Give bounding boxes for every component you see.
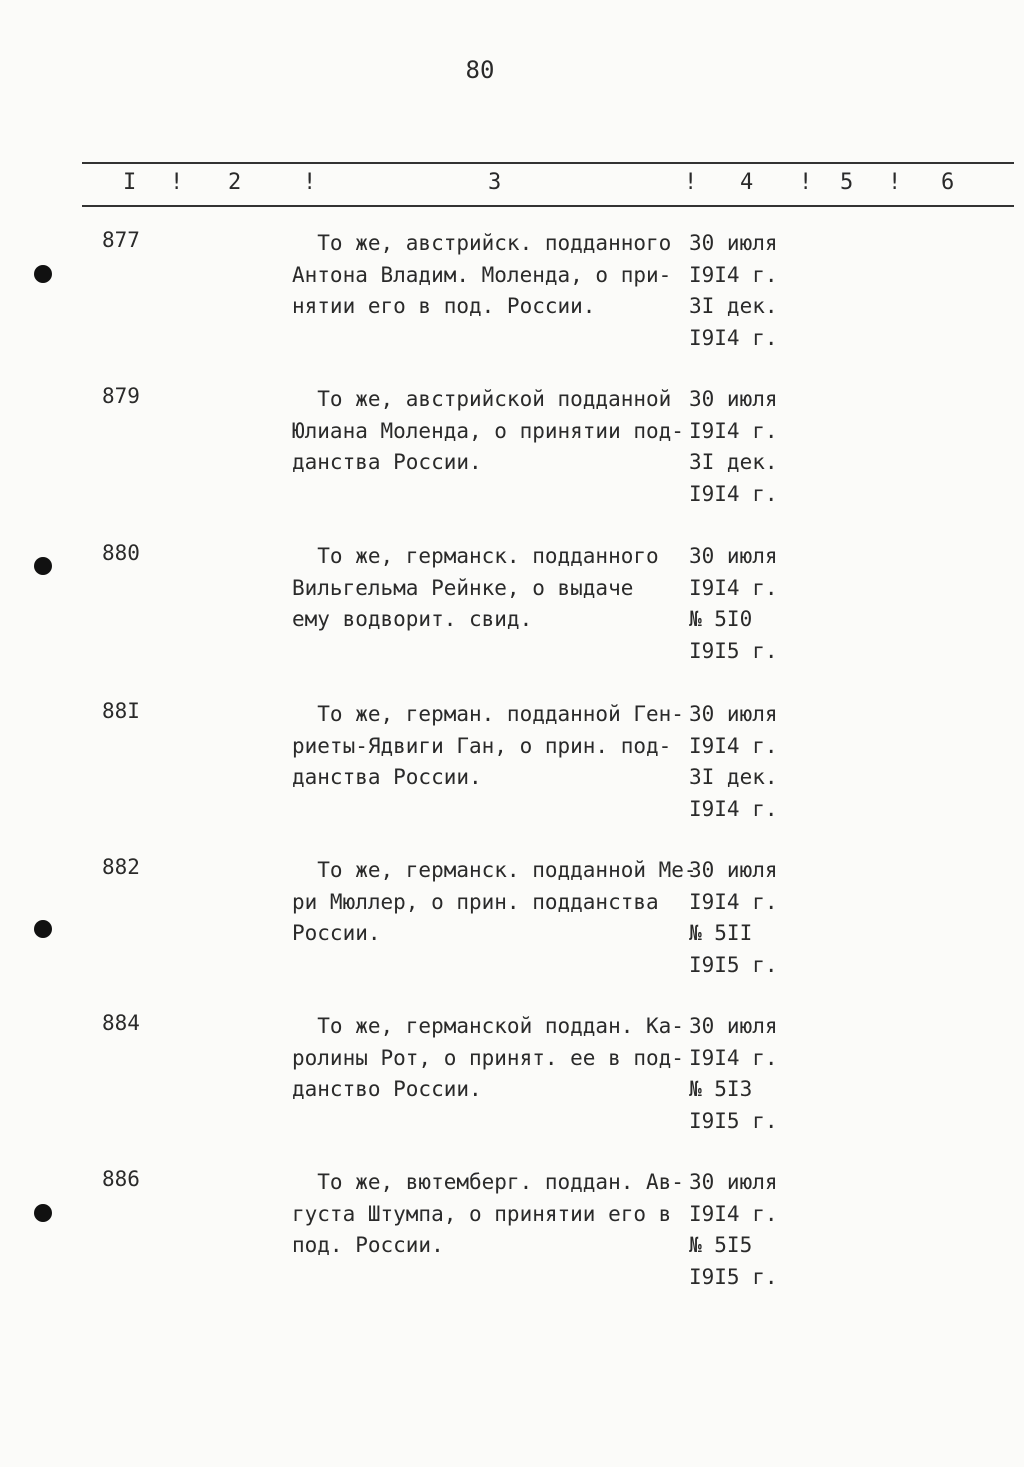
entry-dates xyxy=(689,384,809,510)
description-line: данства России. xyxy=(292,765,482,789)
date-line: 30 июля xyxy=(689,1014,778,1038)
description-line: густа Штумпа, о принятии его в xyxy=(292,1201,672,1226)
description-line: России. xyxy=(292,921,381,945)
entry-dates xyxy=(689,1011,809,1137)
punch-hole-mark xyxy=(34,1204,52,1222)
entry-dates xyxy=(689,228,809,354)
date-line: № 5I0 xyxy=(689,607,753,631)
entry-number: 877 xyxy=(102,228,140,252)
date-line: 30 июля xyxy=(689,858,778,882)
entry-dates xyxy=(689,541,809,667)
date-line: 3I дек. xyxy=(689,765,778,789)
entry-dates xyxy=(689,855,809,981)
description-line: риеты-Ядвиги Ган, о прин. под- xyxy=(292,733,672,758)
date-line: I9I5 г. xyxy=(689,952,778,977)
entry-number: 879 xyxy=(102,384,140,408)
date-line: 30 июля xyxy=(689,702,778,726)
punch-hole-mark xyxy=(34,920,52,938)
date-line: I9I4 г. xyxy=(689,418,778,443)
entry-number: 886 xyxy=(102,1167,140,1191)
punch-hole-mark xyxy=(34,557,52,575)
table-row xyxy=(0,384,1024,534)
header-separator: ! xyxy=(799,170,813,195)
header-separator: ! xyxy=(170,170,184,195)
description-line: данство России. xyxy=(292,1077,482,1101)
entry-dates xyxy=(689,699,809,825)
date-line: 3I дек. xyxy=(689,294,778,318)
header-separator: ! xyxy=(303,170,317,195)
entry-number: 88I xyxy=(102,699,140,723)
description-line: нятии его в под. России. xyxy=(292,294,596,318)
description-line: То же, австрийск. подданного xyxy=(292,231,672,255)
description-line: данства России. xyxy=(292,450,482,474)
date-line: I9I4 г. xyxy=(689,575,778,600)
entry-description xyxy=(292,1011,687,1106)
description-line: Антона Владим. Моленда, о при- xyxy=(292,262,672,287)
date-line: 30 июля xyxy=(689,387,778,411)
date-line: I9I4 г. xyxy=(689,325,778,350)
header-separator: ! xyxy=(888,170,902,195)
header-col-4: 4 xyxy=(740,170,754,195)
date-line: I9I4 г. xyxy=(689,889,778,914)
header-separator: ! xyxy=(684,170,698,195)
table-row xyxy=(0,541,1024,691)
description-line: ри Мюллер, о прин. подданства xyxy=(292,889,659,914)
description-line: То же, герман. подданной Ген- xyxy=(292,702,684,726)
date-line: I9I4 г. xyxy=(689,262,778,287)
entry-number: 882 xyxy=(102,855,140,879)
date-line: № 5I5 xyxy=(689,1233,753,1257)
date-line: I9I5 г. xyxy=(689,1108,778,1133)
header-col-6: 6 xyxy=(941,170,955,195)
date-line: № 5I3 xyxy=(689,1077,753,1101)
table-header xyxy=(0,170,1024,198)
date-line: I9I5 г. xyxy=(689,638,778,663)
date-line: I9I4 г. xyxy=(689,1201,778,1226)
header-col-2: 2 xyxy=(228,170,242,195)
description-line: То же, германск. подданного xyxy=(292,544,659,568)
entry-dates xyxy=(689,1167,809,1293)
date-line: I9I4 г. xyxy=(689,733,778,758)
table-row xyxy=(0,228,1024,378)
date-line: № 5II xyxy=(689,921,753,945)
description-line: То же, вютемберг. поддан. Ав- xyxy=(292,1170,684,1194)
table-row xyxy=(0,1011,1024,1161)
date-line: I9I4 г. xyxy=(689,796,778,821)
table-row xyxy=(0,1167,1024,1317)
entry-description xyxy=(292,699,687,794)
date-line: I9I4 г. xyxy=(689,481,778,506)
header-bottom-rule xyxy=(82,205,1014,207)
header-col-3: 3 xyxy=(488,170,502,195)
description-line: То же, австрийской подданной xyxy=(292,387,672,411)
date-line: 30 июля xyxy=(689,1170,778,1194)
table-row xyxy=(0,699,1024,849)
description-line: ролины Рот, о принят. ее в под- xyxy=(292,1045,684,1070)
description-line: Юлиана Моленда, о принятии под- xyxy=(292,418,684,443)
header-top-rule xyxy=(82,162,1014,164)
header-col-1: I xyxy=(123,170,137,195)
punch-hole-mark xyxy=(34,265,52,283)
description-line: То же, германской поддан. Ка- xyxy=(292,1014,684,1038)
entry-description xyxy=(292,384,687,479)
entry-description xyxy=(292,855,697,950)
description-line: Вильгельма Рейнке, о выдаче xyxy=(292,575,634,600)
entry-description xyxy=(292,541,687,636)
entry-number: 884 xyxy=(102,1011,140,1035)
date-line: 30 июля xyxy=(689,544,778,568)
entry-description xyxy=(292,228,687,323)
description-line: под. России. xyxy=(292,1233,444,1257)
date-line: 30 июля xyxy=(689,231,778,255)
date-line: 3I дек. xyxy=(689,450,778,474)
date-line: I9I5 г. xyxy=(689,1264,778,1289)
description-line: ему водворит. свид. xyxy=(292,607,533,631)
entry-number: 880 xyxy=(102,541,140,565)
date-line: I9I4 г. xyxy=(689,1045,778,1070)
page-number: 80 xyxy=(465,56,495,84)
entry-description xyxy=(292,1167,687,1262)
header-col-5: 5 xyxy=(840,170,854,195)
description-line: То же, германск. подданной Ме- xyxy=(292,858,697,882)
table-row xyxy=(0,855,1024,1005)
